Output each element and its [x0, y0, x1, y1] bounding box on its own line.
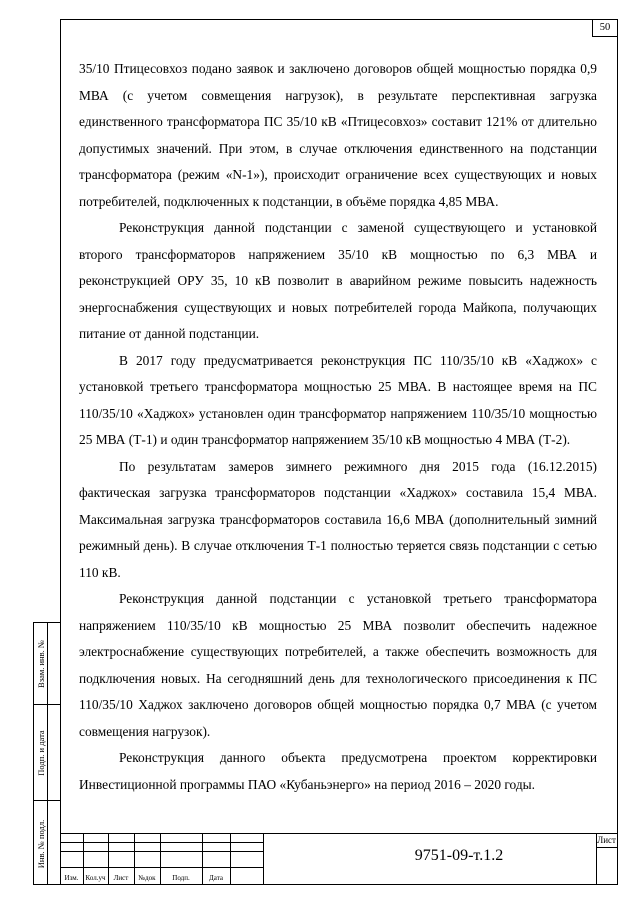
page-number: 50 — [592, 20, 617, 37]
page-frame — [60, 19, 618, 885]
paragraph: По результатам замеров зимнего режимного дня 2015 года (16.12.2015) фактическая загрузка трансформаторов подстанции «Хаджох» составила 15,4 МВА. Максимальная загрузка трансформаторов составила 16,6 МВА (дополнительный зимний режимный день). В случае отключения Т-1 полностью теряется связь подстанции с сетью 110 кВ. — [79, 458, 597, 580]
col-label-kol: Кол.уч — [85, 874, 106, 882]
col-label-data: Дата — [209, 874, 223, 882]
side-stamp-cell — [34, 801, 60, 886]
side-stamp-label: Инв. № подл. — [36, 819, 46, 868]
sheet-label: Лист — [597, 835, 616, 845]
side-stamp-cell — [34, 705, 60, 801]
paragraph: 35/10 Птицесовхоз подано заявок и заключено договоров общей мощностью порядка 0,9 МВА (с учетом совмещения нагрузок), в результате перспективная загрузка единственного трансформатора ПС 35/10 кВ «Птицесовхоз» составит 121% от длительно допустимых значений. При этом, в случае отключения единственного на подстанции трансформатора (режим «N-1»), происходит ограничение всех существующих и новых потребителей, подключенных к подстанции, в объёме порядка 4,85 МВА. — [79, 61, 597, 209]
paragraph: Реконструкция данной подстанции с установкой третьего трансформатора напряжением 110/35/10 кВ мощностью 25 МВА позволит обеспечить надежное электроснабжение существующих потребителей, а также обеспечить возможность для подключения новых. На сегодняшний день для технологического присоединения к ПС 110/35/10 Хаджох заключено договоров общей мощностью порядка 0,7 МВА (с учетом совмещения нагрузок). — [79, 591, 597, 739]
paragraph: Реконструкция данного объекта предусмотрена проектом корректировки Инвестиционной программы ПАО «Кубаньэнерго» на период 2016 – 2020 годы. — [79, 750, 597, 792]
body-text — [79, 56, 597, 798]
col-label-podp: Подп. — [172, 874, 190, 882]
side-stamp — [33, 622, 60, 885]
side-stamp-cell — [34, 623, 60, 705]
paragraph: В 2017 году предусматривается реконструкция ПС 110/35/10 кВ «Хаджох» с установкой третьего трансформатора мощностью 25 МВА. В настоящее время на ПС 110/35/10 «Хаджох» установлен один трансформатор напряжением 110/35/10 мощностью 25 МВА (Т-1) и один трансформатор напряжением 35/10 кВ мощностью 4 МВА (Т-2). — [79, 352, 597, 447]
title-block — [60, 833, 618, 885]
side-stamp-label: Подп. и дата — [36, 729, 46, 776]
col-label-ndok: №док — [138, 874, 156, 882]
paragraph: Реконструкция данной подстанции с заменой существующего и установкой второго трансформаторов напряжением 35/10 кВ мощностью по 6,3 МВА и реконструкцией ОРУ 35, 10 кВ позволит в аварийном режиме повысить надежность энергоснабжения существующих и новых потребителей города Майкопа, получающих питание от данной подстанции. — [79, 220, 597, 341]
document-number: 9751-09-т.1.2 — [414, 847, 504, 864]
col-label-izm: Изм. — [64, 874, 79, 882]
side-stamp-label: Взам. инв. № — [36, 639, 46, 688]
col-label-list: Лист — [113, 874, 129, 882]
